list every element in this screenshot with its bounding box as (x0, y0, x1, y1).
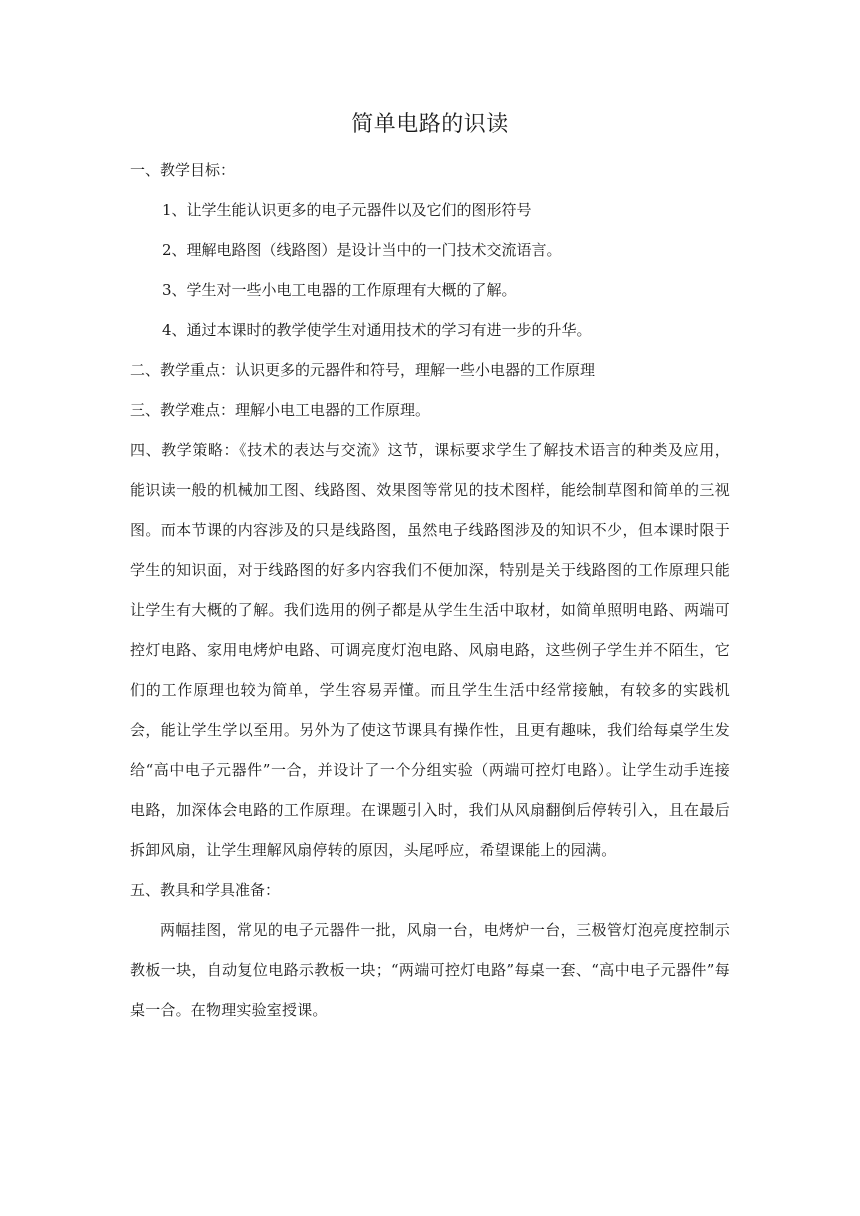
objectives-heading: 一、教学目标： (130, 161, 236, 179)
objective-item-1: 1、让学生能认识更多的电子元器件以及它们的图形符号 (162, 201, 532, 219)
objective-item-2: 2、理解电路图（线路图）是设计当中的一门技术交流语言。 (162, 241, 562, 259)
objective-item-3: 3、学生对一些小电工电器的工作原理有大概的了解。 (162, 281, 517, 299)
document-title: 简单电路的识读 (351, 112, 509, 137)
difficulties-line: 三、教学难点：理解小电工电器的工作原理。 (130, 401, 431, 419)
objective-item-4: 4、通过本课时的教学使学生对通用技术的学习有进一步的升华。 (162, 321, 592, 339)
materials-heading: 五、教具和学具准备： (130, 881, 281, 899)
key-points-line: 二、教学重点：认识更多的元器件和符号，理解一些小电器的工作原理 (130, 361, 596, 379)
strategy-paragraph: 四、教学策略：《技术的表达与交流》这节，课标要求学生了解技术语言的种类及应用，能识读一般的机械加工图、线路图、效果图等常见的技术图样，能绘制草图和简单的三视图。而本节课的内容涉及的只是线路图，虽然电子线路图涉及的知识不少，但本课时限于学生的知识面，对于线路图的好多内容我们不便加深，特别是关于线路图的工作原理只能让学生有大概的了解。我们选用的例子都是从学生生活中取材，如简单照明电路、两端可控灯电路、家用电烤炉电路、可调亮度灯泡电路、风扇电路，这些例子学生并不陌生，它们的工作原理也较为简单，学生容易弄懂。而且学生生活中经常接触，有较多的实践机会，能让学生学以至用。另外为了使这节课具有操作性，且更有趣味，我们给每桌学生发给“高中电子元器件”一合，并设计了一个分组实验（两端可控灯电路）。让学生动手连接电路，加深体会电路的工作原理。在课题引入时，我们从风扇翻倒后停转引入，且在最后拆卸风扇，让学生理解风扇停转的原因，头尾呼应，希望课能上的园满。 (130, 441, 730, 859)
materials-paragraph: 两幅挂图，常见的电子元器件一批，风扇一台，电烤炉一台，三极管灯泡亮度控制示教板一块，自动复位电路示教板一块；“两端可控灯电路”每桌一套、“高中电子元器件”每桌一合。在物理实验室授课。 (130, 921, 730, 1019)
document-page (130, 108, 730, 1030)
